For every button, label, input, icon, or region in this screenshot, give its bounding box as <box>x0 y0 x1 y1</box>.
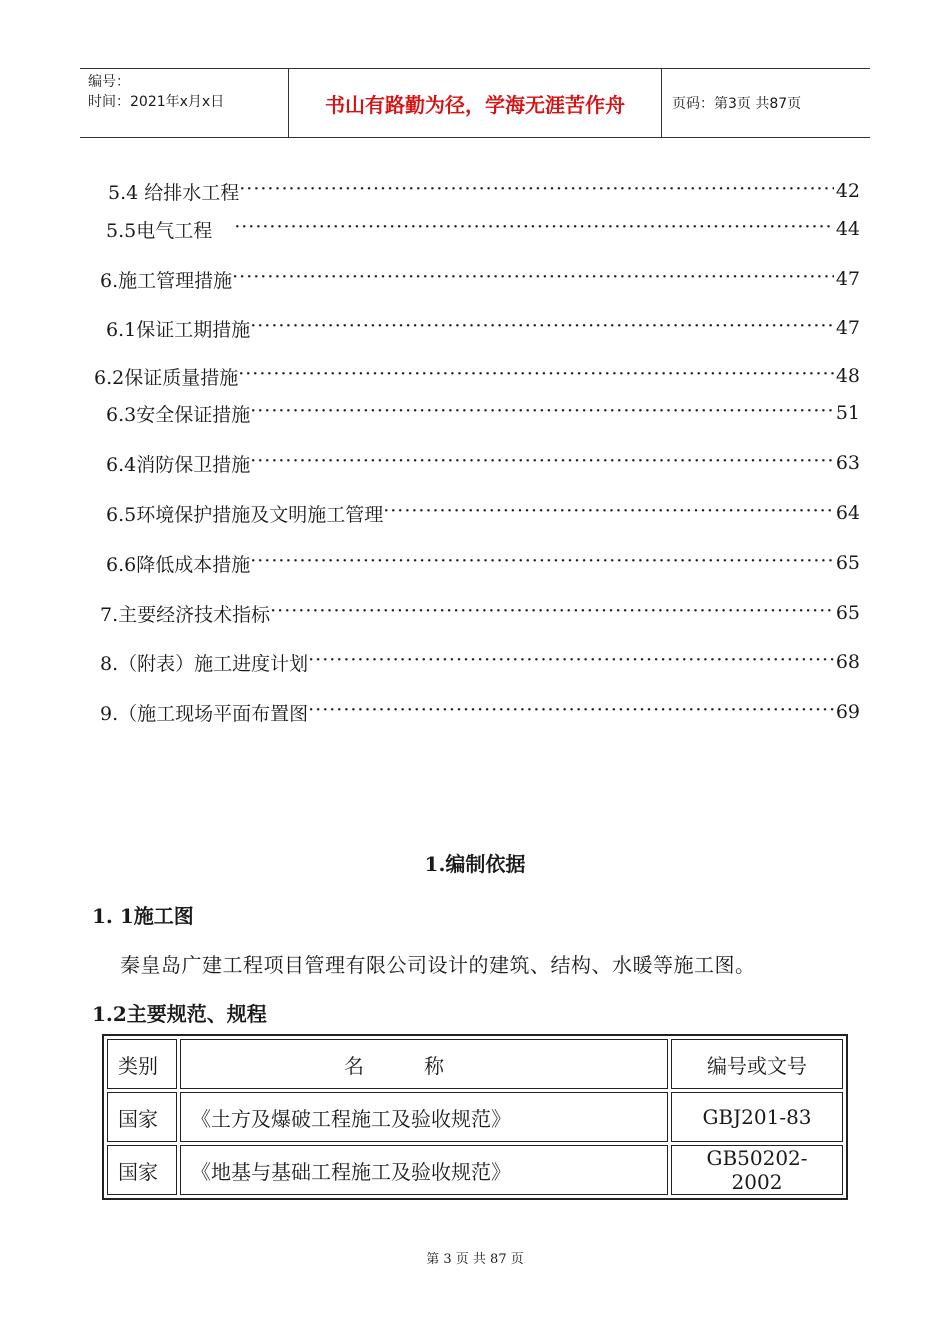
toc-entry[interactable] <box>94 363 860 389</box>
toc-entry-label: 6.2保证质量措施 <box>94 366 239 389</box>
toc-entry[interactable] <box>100 266 860 292</box>
header-motto: 书山有路勤为径，学海无涯苦作舟 <box>289 69 662 137</box>
document-number-label: 编号： <box>88 74 130 90</box>
toc-entry-page: 47 <box>835 268 860 290</box>
header-page-info: 页码：第3页 共87页 <box>672 96 802 112</box>
column-header-category: 类别 <box>107 1039 177 1089</box>
toc-entry[interactable] <box>100 699 860 725</box>
toc-entry-label: 5.5电气工程 <box>106 219 213 242</box>
toc-leader-dots <box>250 400 834 426</box>
toc-entry-label: 5.4 给排水工程 <box>108 181 240 204</box>
cell-name: 《土方及爆破工程施工及验收规范》 <box>180 1092 668 1142</box>
column-header-name: 名称 <box>180 1039 668 1089</box>
standards-table <box>102 1034 848 1200</box>
toc-entry-page: 47 <box>835 317 860 339</box>
section-heading-drawings: 1. 1施工图 <box>92 904 194 928</box>
toc-entry-label: 6.3安全保证措施 <box>106 403 251 426</box>
toc-entry-page: 63 <box>835 452 860 474</box>
toc-entry[interactable] <box>106 315 860 341</box>
toc-leader-dots <box>238 363 834 389</box>
toc-leader-dots <box>250 550 834 576</box>
drawings-description: 秦皇岛广建工程项目管理有限公司设计的建筑、结构、水暖等施工图。 <box>120 953 756 977</box>
toc-entry[interactable] <box>106 450 860 476</box>
toc-entry[interactable] <box>100 649 860 675</box>
toc-leader-dots <box>239 178 834 204</box>
toc-entry-page: 64 <box>835 502 860 524</box>
toc-entry[interactable] <box>108 178 860 204</box>
toc-entry-page: 68 <box>835 651 860 673</box>
document-date: 时间：2021年x月x日 <box>88 94 225 110</box>
toc-leader-dots <box>250 315 834 341</box>
toc-entry-label: 6.5环境保护措施及文明施工管理 <box>106 503 384 526</box>
toc-entry-page: 42 <box>835 180 860 202</box>
toc-entry[interactable] <box>106 550 860 576</box>
section-heading-standards: 1.2主要规范、规程 <box>92 1002 267 1026</box>
header-meta <box>80 69 289 137</box>
toc-entry-page: 48 <box>835 365 860 387</box>
toc-entry-page: 44 <box>835 218 860 240</box>
toc-leader-dots <box>383 500 834 526</box>
toc-entry-label: 9.（施工现场平面布置图 <box>100 702 309 725</box>
toc-entry[interactable] <box>106 216 860 242</box>
cell-number: GB50202-2002 <box>671 1145 843 1195</box>
cell-category: 国家 <box>107 1092 177 1142</box>
toc-leader-dots <box>270 600 834 626</box>
table-header-row <box>107 1039 843 1089</box>
toc-entry-label: 6.1保证工期措施 <box>106 318 251 341</box>
section-heading-basis: 1.编制依据 <box>424 852 526 876</box>
toc-entry-label: 6.4消防保卫措施 <box>106 453 251 476</box>
toc-entry-page: 69 <box>835 701 860 723</box>
cell-category: 国家 <box>107 1145 177 1195</box>
toc-entry-label: 7.主要经济技术指标 <box>100 603 271 626</box>
toc-entry[interactable] <box>106 400 860 426</box>
toc-leader-dots <box>232 266 834 292</box>
toc-entry-page: 65 <box>835 552 860 574</box>
toc-leader-dots <box>234 216 834 242</box>
cell-number: GBJ201-83 <box>671 1092 843 1142</box>
toc-leader-dots <box>250 450 834 476</box>
cell-name: 《地基与基础工程施工及验收规范》 <box>180 1145 668 1195</box>
toc-leader-dots <box>308 699 834 725</box>
page-footer: 第 3 页 共 87 页 <box>426 1252 524 1267</box>
toc-entry-page: 65 <box>835 602 860 624</box>
toc-entry[interactable] <box>106 500 860 526</box>
toc-leader-dots <box>308 649 834 675</box>
column-header-number: 编号或文号 <box>671 1039 843 1089</box>
toc-entry-page: 51 <box>835 402 860 424</box>
toc-entry-label: 6.6降低成本措施 <box>106 553 251 576</box>
page-header <box>80 68 870 138</box>
toc-entry[interactable] <box>100 600 860 626</box>
toc-entry-label: 6.施工管理措施 <box>100 269 233 292</box>
table-row <box>107 1092 843 1142</box>
toc-entry-label: 8.（附表）施工进度计划 <box>100 652 309 675</box>
table-row <box>107 1145 843 1195</box>
